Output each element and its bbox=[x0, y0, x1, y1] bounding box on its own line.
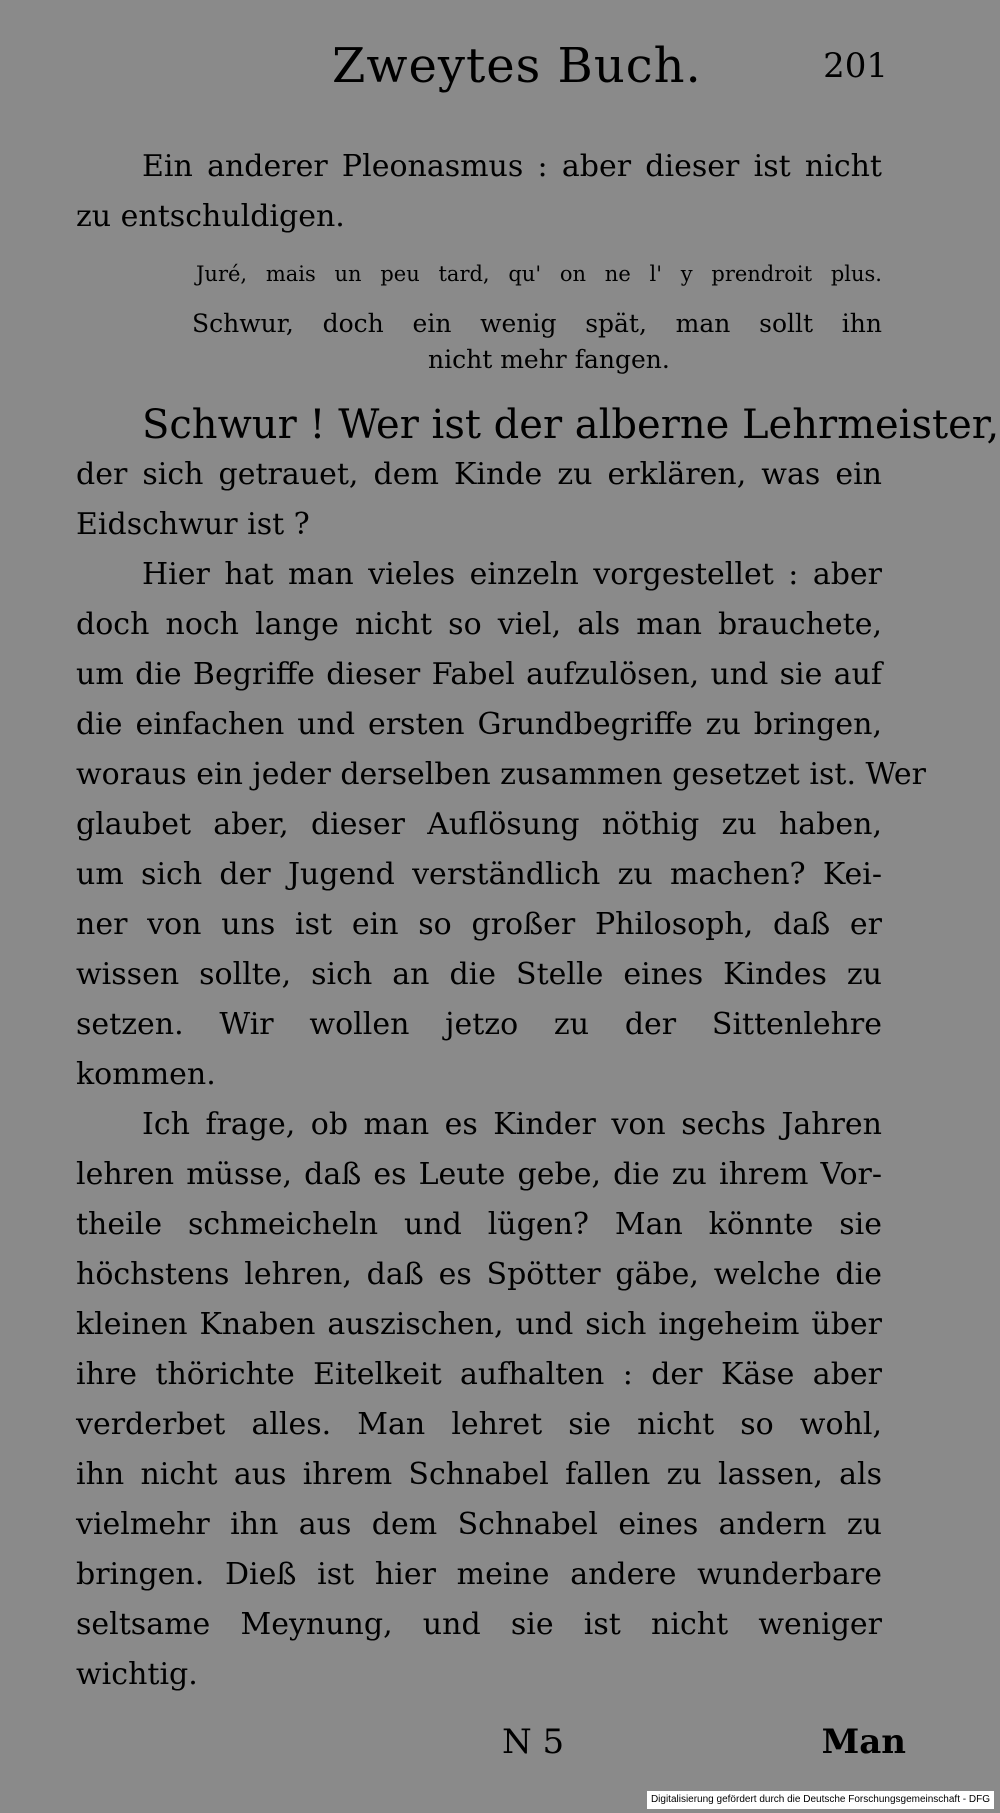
text-line: höchstens lehren, daß es Spötter gäbe, welche die bbox=[76, 1257, 882, 1292]
page-footer bbox=[0, 1722, 1000, 1772]
text-line: Ich frage, ob man es Kinder von sechs Jahren bbox=[142, 1107, 882, 1142]
page-header bbox=[60, 38, 888, 108]
text-line: bringen. Dieß ist hier meine andere wunderbare bbox=[76, 1557, 882, 1592]
text-line: seltsame Meynung, und sie ist nicht weniger bbox=[76, 1607, 882, 1642]
text-line: Hier hat man vieles einzeln vorgestellet : aber bbox=[142, 557, 882, 592]
text-line: setzen. Wir wollen jetzo zu der Sittenlehre bbox=[76, 1007, 882, 1042]
text-line: ihn nicht aus ihrem Schnabel fallen zu lassen, als bbox=[76, 1457, 882, 1492]
running-title: Zweytes Buch. bbox=[332, 38, 702, 94]
verse-line: nicht mehr fangen. bbox=[428, 345, 670, 374]
text-line: woraus ein jeder derselben zusammen gesetzet ist. Wer bbox=[76, 757, 927, 792]
text-line: Schwur ! Wer ist der alberne Lehrmeister, bbox=[142, 402, 1000, 448]
catchword: Man bbox=[821, 1722, 906, 1762]
text-line: kommen. bbox=[76, 1057, 216, 1092]
text-line: die einfachen und ersten Grundbegriffe zu bringen, bbox=[76, 707, 882, 742]
text-line: glaubet aber, dieser Auflösung nöthig zu haben, bbox=[76, 807, 882, 842]
text-line: der sich getrauet, dem Kinde zu erklären, was ein bbox=[76, 457, 882, 492]
page-number: 201 bbox=[823, 46, 888, 86]
digitization-credit: Digitalisierung gefördert durch die Deutsche Forschungsgemeinschaft - DFG bbox=[647, 1791, 994, 1809]
text-line: ihre thörichte Eitelkeit aufhalten : der Käse aber bbox=[76, 1357, 882, 1392]
text-line: zu entschuldigen. bbox=[76, 199, 345, 234]
text-line: um sich der Jugend verständlich zu machen? Kei- bbox=[76, 857, 882, 892]
body-text bbox=[76, 142, 1000, 1700]
text-line: theile schmeicheln und lügen? Man könnte sie bbox=[76, 1207, 882, 1242]
text-line: Ein anderer Pleonasmus : aber dieser ist nicht bbox=[142, 149, 882, 184]
text-line: vielmehr ihn aus dem Schnabel eines andern zu bbox=[76, 1507, 882, 1542]
signature-mark: N 5 bbox=[502, 1722, 565, 1762]
text-line: kleinen Knaben auszischen, und sich ingeheim über bbox=[76, 1307, 882, 1342]
text-line: Eidschwur ist ? bbox=[76, 507, 310, 542]
text-line: um die Begriffe dieser Fabel aufzulösen, und sie auf bbox=[76, 657, 882, 692]
french-quote-line: Juré, mais un peu tard, qu' on ne l' y prendroit plus. bbox=[196, 262, 882, 286]
text-line: ner von uns ist ein so großer Philosoph, daß er bbox=[76, 907, 882, 942]
text-line: lehren müsse, daß es Leute gebe, die zu ihrem Vor- bbox=[76, 1157, 882, 1192]
text-line: verderbet alles. Man lehret sie nicht so wohl, bbox=[76, 1407, 882, 1442]
text-line: doch noch lange nicht so viel, als man brauchete, bbox=[76, 607, 882, 642]
verse-line: Schwur, doch ein wenig spät, man sollt ihn bbox=[192, 309, 882, 338]
text-line: wichtig. bbox=[76, 1657, 198, 1692]
text-line: wissen sollte, sich an die Stelle eines Kindes zu bbox=[76, 957, 882, 992]
